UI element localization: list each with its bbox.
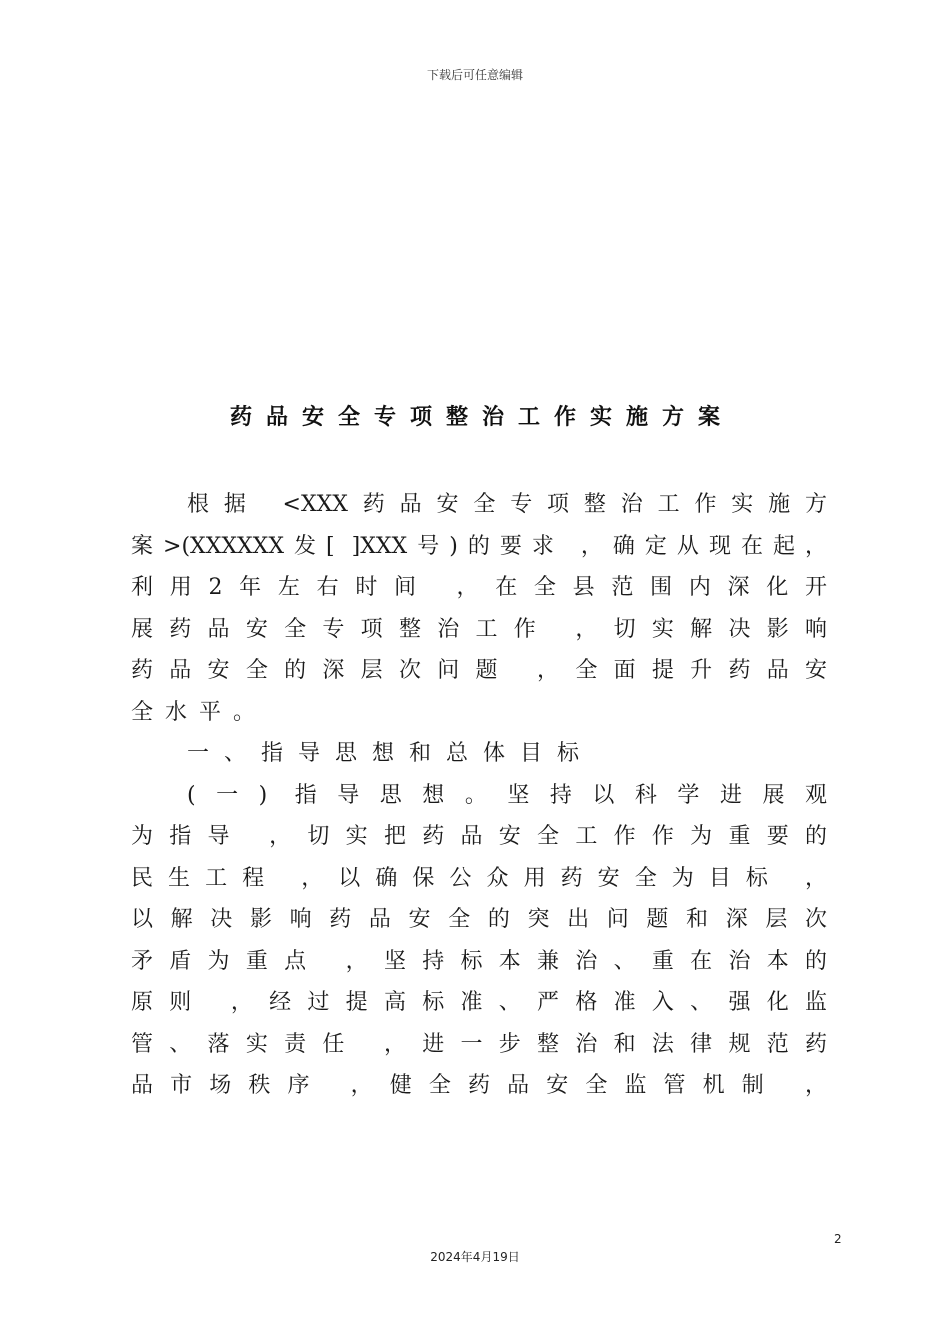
header-note: 下载后可任意编辑 <box>426 68 523 82</box>
section-heading: 一、指导思想和总体目标 <box>187 741 595 766</box>
body-line: 为指导 ，切实把药品安全工作作为重要的 <box>131 824 827 849</box>
body-line: 展药品安全专项整治工作 ，切实解决影响 <box>131 616 827 642</box>
page-number: 2 <box>834 1232 842 1246</box>
body-line: (一) 指导思想。坚持以科学进展观 <box>187 782 827 808</box>
body-line: 根据 <XXX药品安全专项整治工作实施方 <box>187 492 827 517</box>
body-line: 全水平。 <box>131 699 268 725</box>
body-line: 管、落实责任 ，进一步整治和法律规范药 <box>131 1031 827 1057</box>
body-line: 药品安全的深层次问题 ，全面提升药品安 <box>131 658 827 683</box>
body-line: 案>(XXXXXX发[ ]XXX号)的要求 ，确定从现在起， <box>131 533 827 559</box>
body-line: 原则 ，经过提高标准、严格准入、强化监 <box>131 990 827 1015</box>
body-line: 民生工程 ，以确保公众用药安全为目标 ， <box>131 865 827 891</box>
document-title: 药品安全专项整治工作实施方案 <box>229 405 734 430</box>
body-line: 品市场秩序 ，健全药品安全监管机制 ， <box>131 1073 827 1098</box>
document-body <box>131 484 827 1107</box>
body-line: 矛盾为重点 ，坚持标本兼治、重在治本的 <box>131 948 827 974</box>
footer-date: 2024年4月19日 <box>430 1250 520 1264</box>
body-line: 以解决影响药品安全的突出问题和深层次 <box>131 907 827 932</box>
body-line: 利用2年左右时间 ，在全县范围内深化开 <box>131 575 827 600</box>
